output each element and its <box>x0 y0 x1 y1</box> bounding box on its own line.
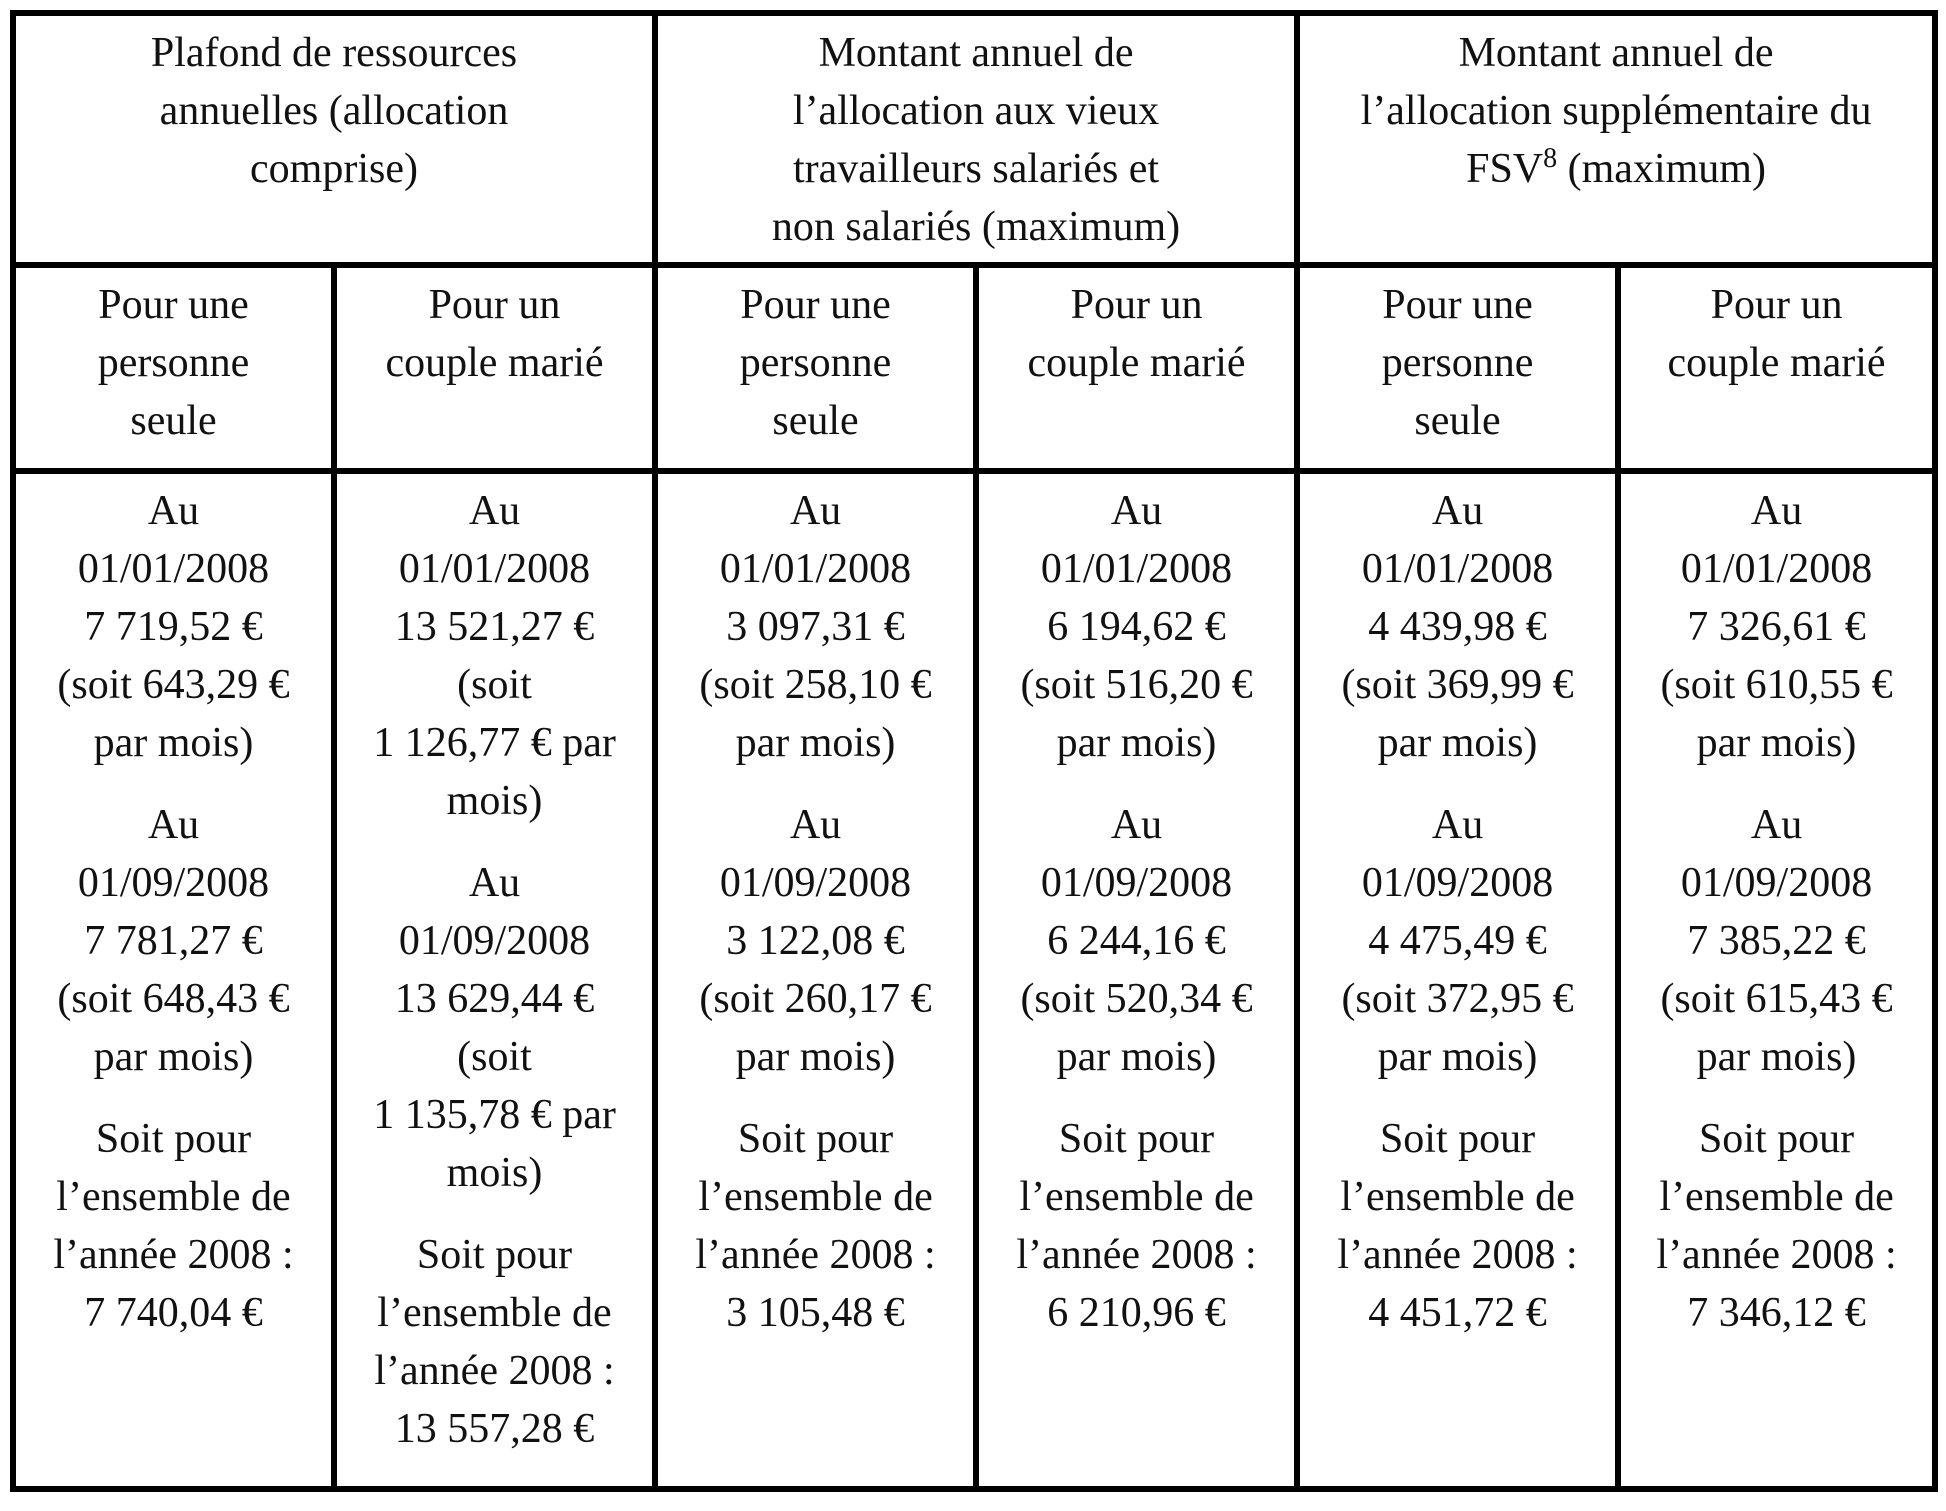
header-line-fsv <box>1304 140 1928 198</box>
amount-line: par mois) <box>1056 1034 1217 1080</box>
amount-line: 01/01/2008 <box>1040 546 1233 592</box>
subheader-line: Pour une <box>1382 282 1533 328</box>
amount-line: (soit <box>457 1034 532 1080</box>
subheader-line: couple marié <box>385 340 604 386</box>
amount-line: 01/09/2008 <box>398 918 591 964</box>
header-line: Montant annuel de <box>818 30 1134 76</box>
subheader-cell <box>1297 265 1618 471</box>
amount-line: 6 210,96 € <box>1047 1290 1226 1336</box>
amount-line: Au <box>468 860 521 906</box>
amount-line: 7 346,12 € <box>1687 1290 1866 1336</box>
data-cell <box>1297 471 1618 1489</box>
dated-amount-entry <box>20 796 327 1086</box>
dated-amount-entry <box>1625 482 1928 772</box>
amount-line: Au <box>1750 802 1803 848</box>
amount-line: mois) <box>446 778 543 824</box>
footnote-marker: 8 <box>1543 143 1558 174</box>
subheader-line: Pour un <box>428 282 561 328</box>
subheader-line: Pour un <box>1710 282 1843 328</box>
amount-line: Au <box>789 802 842 848</box>
amount-line: l’année 2008 : <box>374 1348 615 1394</box>
amount-line: Au <box>468 488 521 534</box>
amount-line: 1 126,77 € par <box>373 720 616 766</box>
amount-line: l’ensemble de <box>377 1290 612 1336</box>
amount-line: (soit 610,55 € <box>1660 662 1893 708</box>
header-line: annuelles (allocation <box>159 88 509 134</box>
amount-line: 13 521,27 € <box>394 604 595 650</box>
subheader-line: Pour une <box>98 282 249 328</box>
amount-line: l’année 2008 : <box>1656 1232 1897 1278</box>
amount-line: (soit 369,99 € <box>1341 662 1574 708</box>
subheader-line: personne <box>97 340 250 386</box>
amount-line: 6 244,16 € <box>1047 918 1226 964</box>
amount-line: 1 135,78 € par <box>373 1092 616 1138</box>
amount-line: par mois) <box>735 720 896 766</box>
subheader-line: seule <box>130 398 217 444</box>
header-line: comprise) <box>250 146 418 192</box>
amount-line: l’année 2008 : <box>53 1232 294 1278</box>
amount-line: Au <box>1750 488 1803 534</box>
amount-line: par mois) <box>1696 720 1857 766</box>
amount-line: 01/01/2008 <box>1361 546 1554 592</box>
amount-line: 01/09/2008 <box>1040 860 1233 906</box>
amount-line: par mois) <box>93 720 254 766</box>
amount-line: l’ensemble de <box>56 1174 291 1220</box>
amount-line: 13 629,44 € <box>394 976 595 1022</box>
header-line: l’allocation aux vieux <box>792 88 1160 134</box>
subheader-cell <box>655 265 976 471</box>
dated-amount-entry <box>983 796 1290 1086</box>
dated-amount-entry <box>1304 482 1611 772</box>
dated-amount-entry <box>1304 796 1611 1086</box>
amount-line: par mois) <box>1056 720 1217 766</box>
amount-line: 4 451,72 € <box>1368 1290 1547 1336</box>
header-line: travailleurs salariés et <box>792 146 1160 192</box>
dated-amount-entry <box>20 482 327 772</box>
subheader-line: Pour un <box>1070 282 1203 328</box>
subheader-line: seule <box>772 398 859 444</box>
amount-line: (soit 258,10 € <box>699 662 932 708</box>
dated-amount-entry <box>662 482 969 772</box>
amount-line: Soit pour <box>1698 1116 1855 1162</box>
amount-line: 01/01/2008 <box>1680 546 1873 592</box>
amount-line: 7 326,61 € <box>1687 604 1866 650</box>
amount-line: 3 122,08 € <box>726 918 905 964</box>
subheader-line: personne <box>1381 340 1534 386</box>
amount-line: l’ensemble de <box>698 1174 933 1220</box>
amount-line: par mois) <box>1377 1034 1538 1080</box>
amount-line: mois) <box>446 1150 543 1196</box>
amount-line: 6 194,62 € <box>1047 604 1226 650</box>
amount-line: 3 105,48 € <box>726 1290 905 1336</box>
amount-line: Soit pour <box>416 1232 573 1278</box>
amount-line: Au <box>1110 488 1163 534</box>
header-allocation-vieux-travailleurs <box>655 13 1297 265</box>
amount-line: 01/01/2008 <box>77 546 270 592</box>
amount-line: par mois) <box>93 1034 254 1080</box>
amount-line: 01/01/2008 <box>719 546 912 592</box>
header-line: non salariés (maximum) <box>771 204 1181 250</box>
amount-line: 01/09/2008 <box>1361 860 1554 906</box>
amount-line: l’année 2008 : <box>1016 1232 1257 1278</box>
amount-line: (soit 615,43 € <box>1660 976 1893 1022</box>
data-cell <box>976 471 1297 1489</box>
data-cell <box>334 471 655 1489</box>
amount-line: l’année 2008 : <box>695 1232 936 1278</box>
amount-line: (soit 648,43 € <box>57 976 290 1022</box>
subheader-cell <box>334 265 655 471</box>
dated-amount-entry <box>1625 796 1928 1086</box>
amount-line: (soit 372,95 € <box>1341 976 1574 1022</box>
amount-line: 01/09/2008 <box>719 860 912 906</box>
annual-total-entry <box>1625 1110 1928 1342</box>
amount-line: 01/01/2008 <box>398 546 591 592</box>
subheader-line: couple marié <box>1027 340 1246 386</box>
amount-line: Au <box>789 488 842 534</box>
annual-total-entry <box>983 1110 1290 1342</box>
amount-line: par mois) <box>735 1034 896 1080</box>
amount-line: Soit pour <box>1379 1116 1536 1162</box>
annual-total-entry <box>341 1226 648 1458</box>
data-cell <box>655 471 976 1489</box>
subheader-line: Pour une <box>740 282 891 328</box>
amount-line: 7 385,22 € <box>1687 918 1866 964</box>
amount-line: l’ensemble de <box>1659 1174 1894 1220</box>
table-subheader-row <box>13 265 1935 471</box>
amount-line: (soit 643,29 € <box>57 662 290 708</box>
annual-total-entry <box>1304 1110 1611 1342</box>
fsv-label: FSV <box>1466 146 1544 192</box>
amount-line: Au <box>1110 802 1163 848</box>
amount-line: (soit 520,34 € <box>1020 976 1253 1022</box>
amount-line: par mois) <box>1377 720 1538 766</box>
data-cell <box>13 471 334 1489</box>
amount-line: 4 475,49 € <box>1368 918 1547 964</box>
amount-line: l’ensemble de <box>1019 1174 1254 1220</box>
allocation-table <box>10 10 1938 1492</box>
amount-line: Soit pour <box>95 1116 252 1162</box>
amount-line: par mois) <box>1696 1034 1857 1080</box>
amount-line: 7 781,27 € <box>84 918 263 964</box>
amount-line: (soit 260,17 € <box>699 976 932 1022</box>
amount-line: Soit pour <box>1058 1116 1215 1162</box>
table-data-row <box>13 471 1935 1489</box>
table-header-row <box>13 13 1935 265</box>
dated-amount-entry <box>341 854 648 1202</box>
header-plafond <box>13 13 655 265</box>
subheader-line: seule <box>1414 398 1501 444</box>
amount-line: 13 557,28 € <box>394 1406 595 1452</box>
amount-line: 4 439,98 € <box>1368 604 1547 650</box>
subheader-line: couple marié <box>1667 340 1886 386</box>
amount-line: Soit pour <box>737 1116 894 1162</box>
amount-line: Au <box>1431 802 1484 848</box>
amount-line: 7 740,04 € <box>84 1290 263 1336</box>
amount-line: Au <box>147 802 200 848</box>
annual-total-entry <box>662 1110 969 1342</box>
subheader-cell <box>976 265 1297 471</box>
amount-line: (soit 516,20 € <box>1020 662 1253 708</box>
subheader-cell <box>1618 265 1935 471</box>
annual-total-entry <box>20 1110 327 1342</box>
data-cell <box>1618 471 1935 1489</box>
amount-line: l’ensemble de <box>1340 1174 1575 1220</box>
subheader-line: personne <box>739 340 892 386</box>
header-line: Montant annuel de <box>1458 30 1774 76</box>
dated-amount-entry <box>341 482 648 830</box>
maximum-label: (maximum) <box>1557 146 1766 192</box>
amount-line: 3 097,31 € <box>726 604 905 650</box>
dated-amount-entry <box>662 796 969 1086</box>
amount-line: 7 719,52 € <box>84 604 263 650</box>
header-line: Plafond de ressources <box>150 30 518 76</box>
dated-amount-entry <box>983 482 1290 772</box>
header-allocation-supplementaire <box>1297 13 1935 265</box>
amount-line: 01/09/2008 <box>1680 860 1873 906</box>
amount-line: Au <box>1431 488 1484 534</box>
amount-line: Au <box>147 488 200 534</box>
subheader-cell <box>13 265 334 471</box>
amount-line: 01/09/2008 <box>77 860 270 906</box>
header-line: l’allocation supplémentaire du <box>1360 88 1872 134</box>
amount-line: (soit <box>457 662 532 708</box>
amount-line: l’année 2008 : <box>1337 1232 1578 1278</box>
